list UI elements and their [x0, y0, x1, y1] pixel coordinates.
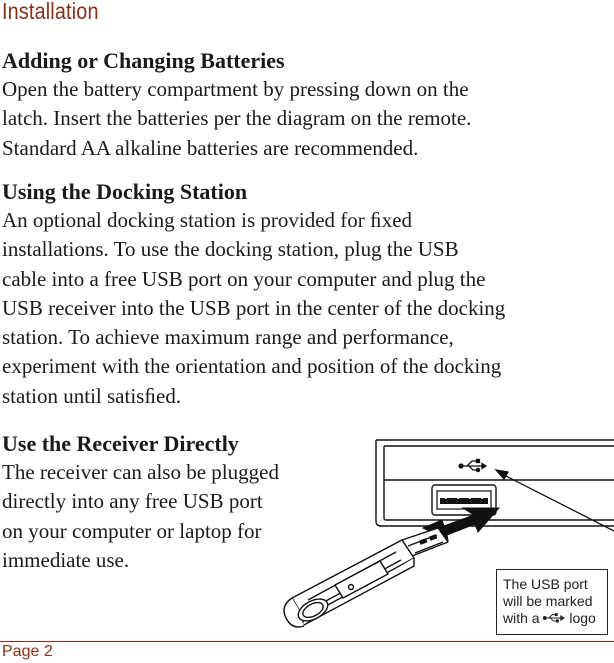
paragraph-batteries — [2, 75, 471, 163]
page-title: Installation — [2, 0, 99, 24]
callout-text-after: logo — [569, 610, 596, 626]
callout-line: The USB port — [503, 576, 588, 592]
footer-divider — [0, 641, 614, 642]
paragraph-line: Standard AA alkaline batteries are recommended. — [2, 135, 419, 160]
paragraph-line: An optional docking station is provided for ﬁxed — [2, 208, 413, 232]
callout-line: will be marked — [503, 593, 593, 609]
paragraph-line: station. To achieve maximum range and performance, — [2, 325, 454, 350]
callout-pointer — [496, 470, 614, 532]
paragraph-line: The receiver can also be plugged — [2, 460, 279, 484]
paragraph-line: cable into a free USB port on your computer and plug the — [2, 266, 486, 291]
paragraph-line: latch. Insert the batteries per the diagram on the remote. — [2, 106, 472, 131]
paragraph-docking-station — [2, 206, 505, 411]
paragraph-line: USB receiver into the USB port in the center of the docking — [2, 295, 506, 320]
heading-receiver-directly: Use the Receiver Directly — [2, 431, 239, 456]
callout-line — [503, 610, 607, 627]
heading-docking-station: Using the Docking Station — [2, 179, 248, 204]
paragraph-line: Open the battery compartment by pressing down on the — [2, 77, 469, 101]
paragraph-line: installations. To use the docking station, plug the USB — [2, 237, 459, 262]
usb-logo-icon — [459, 460, 486, 472]
paragraph-line: directly into any free USB port — [2, 489, 263, 514]
page-number: Page 2 — [2, 643, 53, 660]
usb-callout-box — [496, 569, 608, 635]
paragraph-line: on your computer or laptop for — [2, 518, 262, 543]
paragraph-line: station until satisﬁed. — [2, 383, 182, 408]
paragraph-line: experiment with the orientation and position of the docking — [2, 354, 502, 379]
paragraph-receiver-directly — [2, 458, 279, 575]
paragraph-line: immediate use. — [2, 547, 130, 572]
heading-batteries: Adding or Changing Batteries — [2, 48, 285, 73]
usb-logo-icon — [543, 612, 565, 624]
usb-receiver-icon — [284, 528, 448, 627]
callout-text-before: with a — [503, 610, 540, 626]
